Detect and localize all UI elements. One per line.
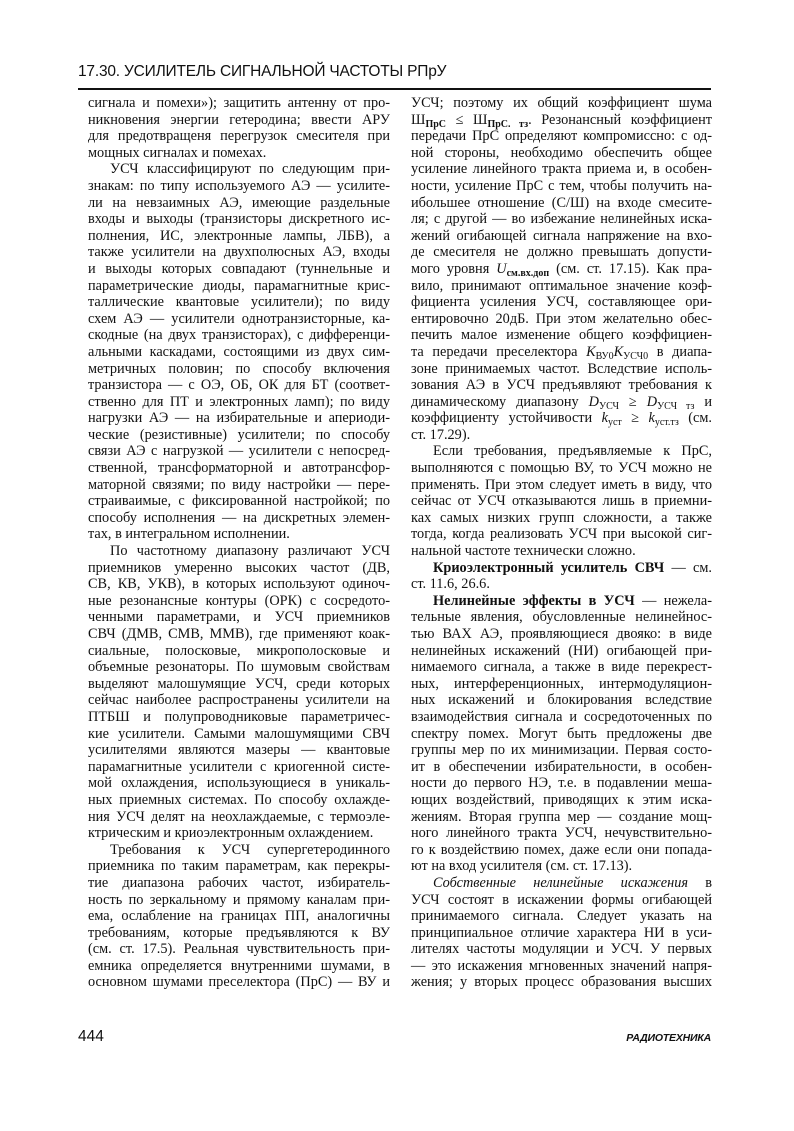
subscript: уст — [607, 417, 622, 429]
text-line: тах, в интегральном исполнении. — [88, 526, 290, 543]
text-line: лителях частоты модуляции и УСЧ. У первых — [411, 941, 712, 958]
text-line: знакам: по типу используемого АЭ — усилите- — [88, 177, 390, 194]
subscript: УСЧ0 — [623, 350, 649, 362]
text-line: также усилители на двухполюсных АЭ, входы — [88, 244, 390, 261]
text-line: ибольшее отношение (С/Ш) на входе смесите- — [411, 194, 712, 211]
text-line: ности, усиление ПрС с тем, чтобы получить на- — [411, 177, 712, 194]
text-line: полнения, ИС, электронные лампы, ЛБВ), а — [88, 227, 390, 244]
text-line: параметрические диоды, парамагнитные крис- — [88, 277, 390, 294]
header-rule — [78, 88, 711, 90]
text-fragment: (см. — [678, 410, 712, 427]
text-fragment: мого уровня — [411, 260, 497, 277]
text-line: мой охлаждения, использующиеся в уникаль- — [88, 775, 390, 792]
right-column — [411, 95, 712, 991]
text-fragment: . Резонансный коэффициент — [528, 111, 713, 128]
text-line: приемника по таким параметрам, как перекры- — [88, 858, 390, 875]
text-line — [411, 112, 712, 129]
text-line: скодные (на двух транзисторах), с дифференци- — [88, 327, 390, 344]
text-line: ческие (резистивные) усилители; по способу — [88, 426, 390, 443]
text-line: жениям. Вторая группа мер — создание мощ- — [411, 808, 712, 825]
text-line: (см. ст. 17.5). Реальная чувствительность при- — [88, 941, 390, 958]
text-line: схем АЭ — усилители однотранзисторные, ка- — [88, 310, 390, 327]
text-line: ного линейного тракта УСЧ, нечувствительно- — [411, 825, 712, 842]
text-line: зоне принимаемых частот. Вследствие исполь- — [411, 360, 712, 377]
text-line: СВ, КВ, УКВ), в которых используют одиноч- — [88, 576, 390, 593]
subscript: уст.тз — [654, 417, 679, 429]
text-line: ные резонансные контуры (ОРК) с сосредото- — [88, 592, 390, 609]
italic-term: K — [586, 343, 596, 360]
subscript: см.вх.доп — [506, 267, 550, 279]
text-line — [411, 344, 712, 361]
italic-term: k — [648, 410, 655, 427]
text-fragment: ≥ — [618, 393, 647, 410]
text-line: альными каскадами, состоящими из двух сим- — [88, 343, 390, 360]
text-line: приемников умеренно высоких частот (ДВ, — [88, 559, 390, 576]
text-line: ках самых низких групп сложности, а также — [411, 509, 712, 526]
bold-term: Криоэлектронный усилитель СВЧ — [433, 559, 665, 576]
text-line: усиление линейного тракта приема и, в особен- — [411, 161, 712, 178]
text-line: применять. При этом следует иметь в виду, что — [411, 476, 712, 493]
text-line: УСЧ классифицируют по следующим при- — [110, 161, 390, 178]
text-line — [411, 875, 712, 892]
subscript: УСЧ тз — [657, 400, 695, 412]
text-line: ственной, трансформаторной и автотрансфор- — [88, 460, 390, 477]
text-line: нелинейных искажений (НИ) огибающей при- — [411, 642, 712, 659]
text-line: ПТБШ и полупроводниковые параметричес- — [88, 708, 390, 725]
text-line: входы и выходы (транзисторы дискретного ис- — [88, 211, 390, 228]
subscript: ВУ0 — [595, 350, 614, 362]
text-line: ют на вход усилителя (см. ст. 17.13). — [411, 858, 633, 875]
text-fragment: ≥ — [621, 410, 649, 427]
text-line: ность по зеркальному и прямому каналам при- — [88, 891, 390, 908]
text-fragment: динамическому диапазону — [411, 393, 589, 410]
text-line: ственно для ПТ и электронных ламп); по виду — [88, 393, 390, 410]
text-line: ст. 11.6, 26.6. — [411, 576, 490, 593]
text-line: ных, интерференционных, интермодуляцион- — [411, 675, 712, 692]
text-line: для предотвращеня перегрузок смесителя при — [88, 128, 390, 145]
text-line: метричных половин; по способу включения — [88, 360, 390, 377]
text-line: ния УСЧ делят на неохлаждаемые, с термоэле- — [88, 808, 390, 825]
text-line: жений огибающей сигнала напряжение на вхо- — [411, 227, 712, 244]
text-line: транзистора — с ОЭ, ОБ, ОК для БТ (соответ- — [88, 377, 390, 394]
text-line: УСЧ состоят в искажении формы огибающей — [411, 891, 712, 908]
text-line: зования АЭ в УСЧ предъявляют требования к — [411, 377, 712, 394]
text-line: тью ВАХ АЭ, проявляющиеся двояко: в виде — [411, 626, 712, 642]
text-line: спектру помех. Могут быть предложены две — [411, 725, 712, 742]
text-line: — это искажения мгновенных значений напря- — [411, 957, 712, 974]
text-line: вило, принимают оптимальное значение коэф- — [411, 277, 712, 294]
text-line: СВЧ (ДМВ, СМВ, ММВ), где применяют коак- — [88, 626, 390, 642]
text-line: и выходы которых совпадают (туннельные и — [88, 260, 390, 277]
subscript: ПрС — [425, 118, 446, 130]
text-line: ля; с другой — во избежание нелинейных иска- — [411, 211, 712, 228]
text-line — [411, 394, 712, 411]
text-line: парамагнитные усилители с криогенной систе- — [88, 758, 390, 775]
text-line: Требования к УСЧ супергетеродинного — [110, 841, 390, 858]
text-line: связи АЭ с нагрузкой — усилители с непосред- — [88, 443, 390, 460]
text-line: ентировочно 20дБ. При этом желательно обес- — [411, 310, 712, 327]
page-number: 444 — [78, 1028, 104, 1045]
text-line: ющих воздействий, приводящих к этим иска- — [411, 791, 712, 808]
text-fragment: в диапа- — [648, 343, 712, 360]
italic-term: k — [601, 410, 608, 427]
text-line: сиальные, полосковые, микрополосковые и — [88, 642, 390, 659]
text-line: тогда, когда реализовать УСЧ при высокой сиг- — [411, 526, 712, 543]
italic-term: D — [646, 393, 658, 410]
text-line: печить малое изменение общего коэффициен- — [411, 327, 712, 344]
text-line — [411, 560, 712, 577]
text-line: выделяют малошумящие УСЧ, среди которых — [88, 675, 390, 692]
text-line: ных приемных системах. По способу охлажде- — [88, 791, 390, 808]
running-title: РАДИОТЕХНИКА — [626, 1032, 711, 1044]
section-header: 17.30. УСИЛИТЕЛЬ СИГНАЛЬНОЙ ЧАСТОТЫ РПрУ — [78, 63, 447, 80]
text-line: маторной связями; по виду настройки — пере- — [88, 476, 390, 493]
text-line: жения; у вторых процесс образования высших — [411, 974, 712, 991]
text-line: УСЧ; поэтому их общий коэффициент шума — [411, 95, 712, 111]
text-fragment: — нежела- — [634, 592, 712, 609]
bold-term: Нелинейные эффекты в УСЧ — [433, 592, 635, 609]
text-line: нальной частоте технически сложно. — [411, 543, 636, 560]
text-line: мощных сигналах и помехах. — [88, 144, 267, 161]
text-line: основном шумами преселектора (ПрС) — ВУ и — [88, 974, 390, 991]
text-line: тельные явления, обусловленные нелинейнос- — [411, 609, 712, 626]
text-line: де смесителя не должно превышать допусти- — [411, 244, 712, 261]
text-line: Если требования, предъявляемые к ПрС, — [433, 443, 712, 460]
text-line: По частотному диапазону различают УСЧ — [110, 543, 390, 560]
text-fragment: ≤ Ш — [446, 111, 488, 128]
text-fragment: коэффициенту устойчивости — [411, 410, 602, 427]
text-line — [411, 410, 712, 427]
text-line: передачи ПрС определяют компромиссно: с од- — [411, 128, 712, 145]
italic-term: U — [496, 260, 507, 277]
text-line: ема, ослабление на границах ПП, аналогичны — [88, 908, 390, 925]
text-line: ных искажений и блокирования вследствие — [411, 692, 712, 709]
text-line: группы мер по их минимизации. Первая состо- — [411, 742, 712, 759]
text-fragment: и — [694, 393, 713, 410]
text-line: фициента усиления УСЧ, составляющее ори- — [411, 294, 712, 311]
text-line: страиваимые, с фиксированной настройкой; по — [88, 493, 390, 510]
text-fragment: (см. ст. 17.15). Как пра- — [549, 260, 712, 277]
text-line: требованиям, которые предъявляются к ВУ — [88, 924, 390, 941]
text-line: взаимодействия сигнала и сосредоточенных по — [411, 708, 712, 725]
text-line: принципиальное отличие характера НИ в уси- — [411, 924, 712, 941]
text-line: кие усилители. Самыми малошумящими СВЧ — [88, 725, 390, 742]
text-line: усилителями являются мазеры — квантовые — [88, 742, 390, 759]
text-fragment: — см. — [664, 559, 712, 576]
text-line: емника определяется внутренними шумами, в — [88, 957, 390, 974]
text-line: ст. 17.29). — [411, 426, 471, 443]
text-line: сейчас наиболее распространены усилители на — [88, 692, 390, 709]
italic-term: K — [613, 343, 624, 360]
italic-term: Собственные нелинейные искажения — [433, 874, 689, 891]
subscript: УСЧ — [598, 400, 619, 412]
text-line: принимаемого сигнала. Следует указать на — [411, 908, 712, 925]
text-line: ли на невзаимных АЭ, имеющие раздельные — [88, 194, 390, 211]
text-line: объемные резонаторы. По шумовым свойствам — [88, 659, 390, 676]
text-line: таллические квантовые усилители); по виду — [88, 294, 390, 311]
subscript: ПрС. тз — [487, 118, 529, 130]
text-line: способу исполнения — на дискретных элемен- — [88, 509, 390, 526]
text-line: никновения энергии гетеродина; ввести АРУ — [88, 111, 390, 128]
text-line: сейчас от УСЧ отказываются лишь в приемни- — [411, 493, 712, 510]
text-line: ченными параметрами, и УСЧ приемников — [88, 609, 390, 626]
text-line: ной стороны, необходимо обеспечить общее — [411, 144, 712, 161]
text-fragment: в — [688, 874, 713, 891]
text-fragment: Ш — [411, 111, 426, 128]
text-line: нагрузки АЭ — на избирательные и апериоди- — [88, 410, 390, 427]
text-line: ности до первого НЭ, т.е. в подавлении меша- — [411, 775, 712, 792]
text-line — [411, 593, 712, 610]
text-line: сигнала и помехи»); защитить антенну от про- — [88, 95, 390, 111]
text-line: нимаемого сигнала, а также в виде перекрест- — [411, 659, 712, 676]
text-line: тие диапазона рабочих частот, избиратель- — [88, 874, 390, 891]
text-line: го к воздействию помех, даже если они попада- — [411, 841, 712, 858]
left-column — [88, 95, 390, 991]
italic-term: D — [588, 393, 599, 410]
text-line: выполняются с помощью ВУ, то УСЧ можно не — [411, 460, 712, 477]
text-line — [411, 261, 712, 278]
text-line: ит в обеспечении избирательности, в особен- — [411, 758, 712, 775]
text-line: ктрическим и криоэлектронным охлаждением. — [88, 825, 374, 842]
text-fragment: та передачи преселектора — [411, 343, 587, 360]
